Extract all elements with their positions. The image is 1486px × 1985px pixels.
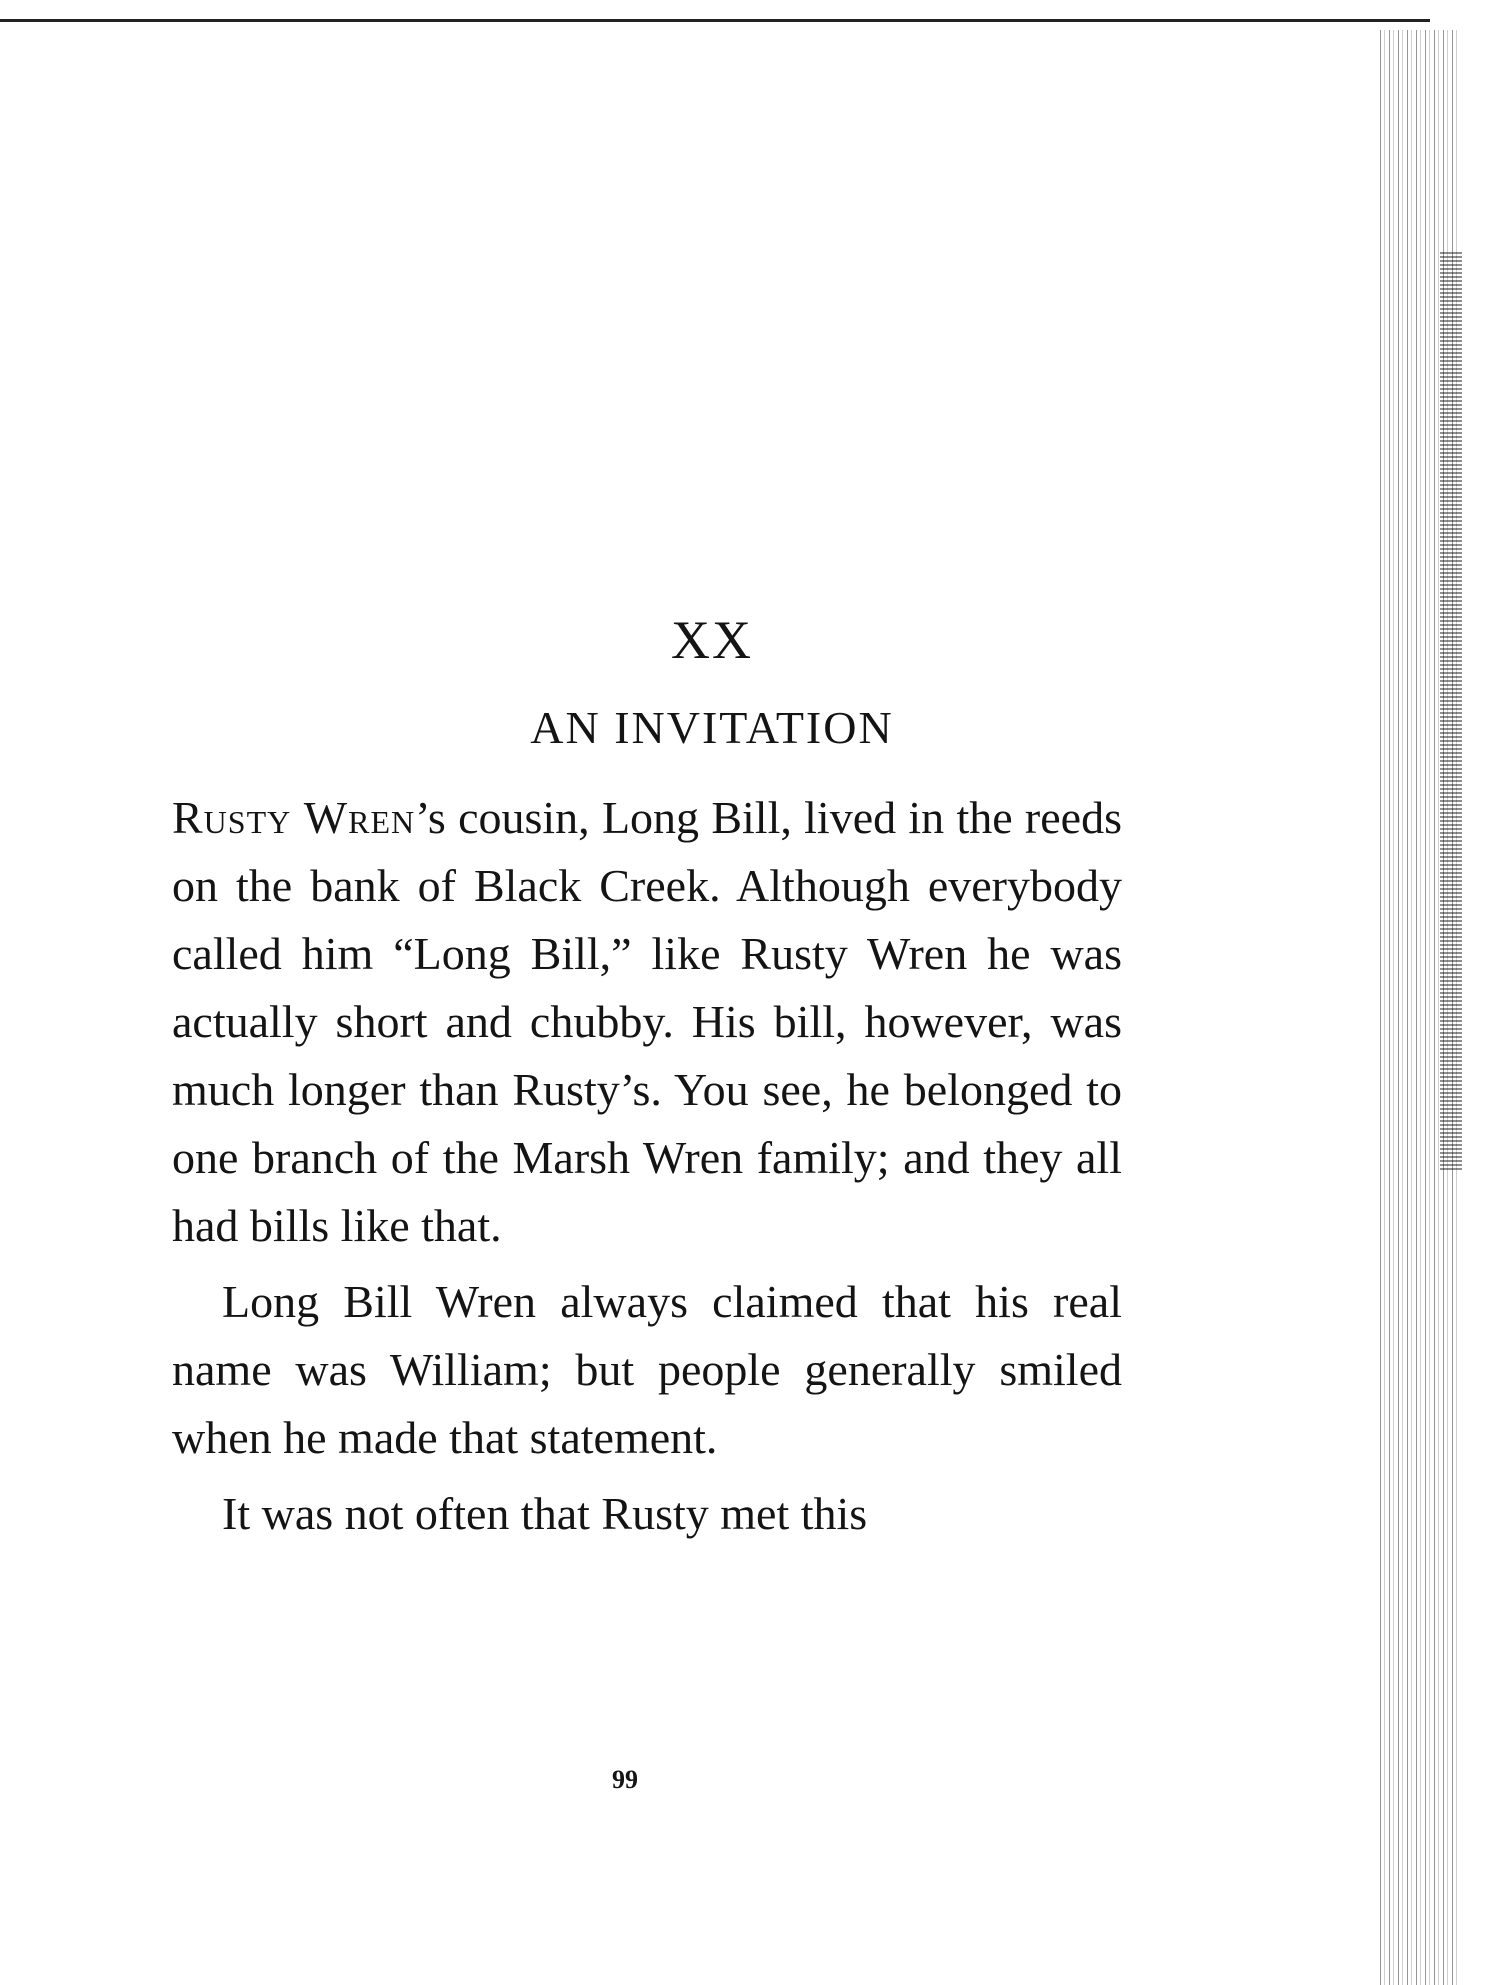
paragraph-2: Long Bill Wren always claimed that his real name was William; but people generally smiled when he made that statement. (172, 1276, 1122, 1463)
chapter-number: XX (671, 610, 753, 670)
paragraph-1-text: cousin, Long Bill, lived in the reeds on the bank of Black Creek. Although everybody called him “Long Bill,” like Rusty Wren he was actually short and chubby. His bill, however, was much longer than Rusty’s. You see, he belonged to one branch of the Marsh Wren family; and they all had bills like that. (172, 792, 1122, 1251)
scan-gutter-texture (1440, 250, 1462, 1170)
top-border-line (0, 19, 1430, 22)
paragraph-1-lead: Rusty Wren (172, 792, 416, 843)
page-number: 99 (612, 1765, 638, 1794)
page-body (172, 610, 1122, 1548)
paragraph-1 (172, 784, 1122, 1260)
chapter-title: AN INVITATION (530, 702, 894, 753)
paragraph-3: It was not often that Rusty met this (222, 1488, 868, 1539)
paragraph-1-lead-suffix: ’s (415, 792, 446, 843)
